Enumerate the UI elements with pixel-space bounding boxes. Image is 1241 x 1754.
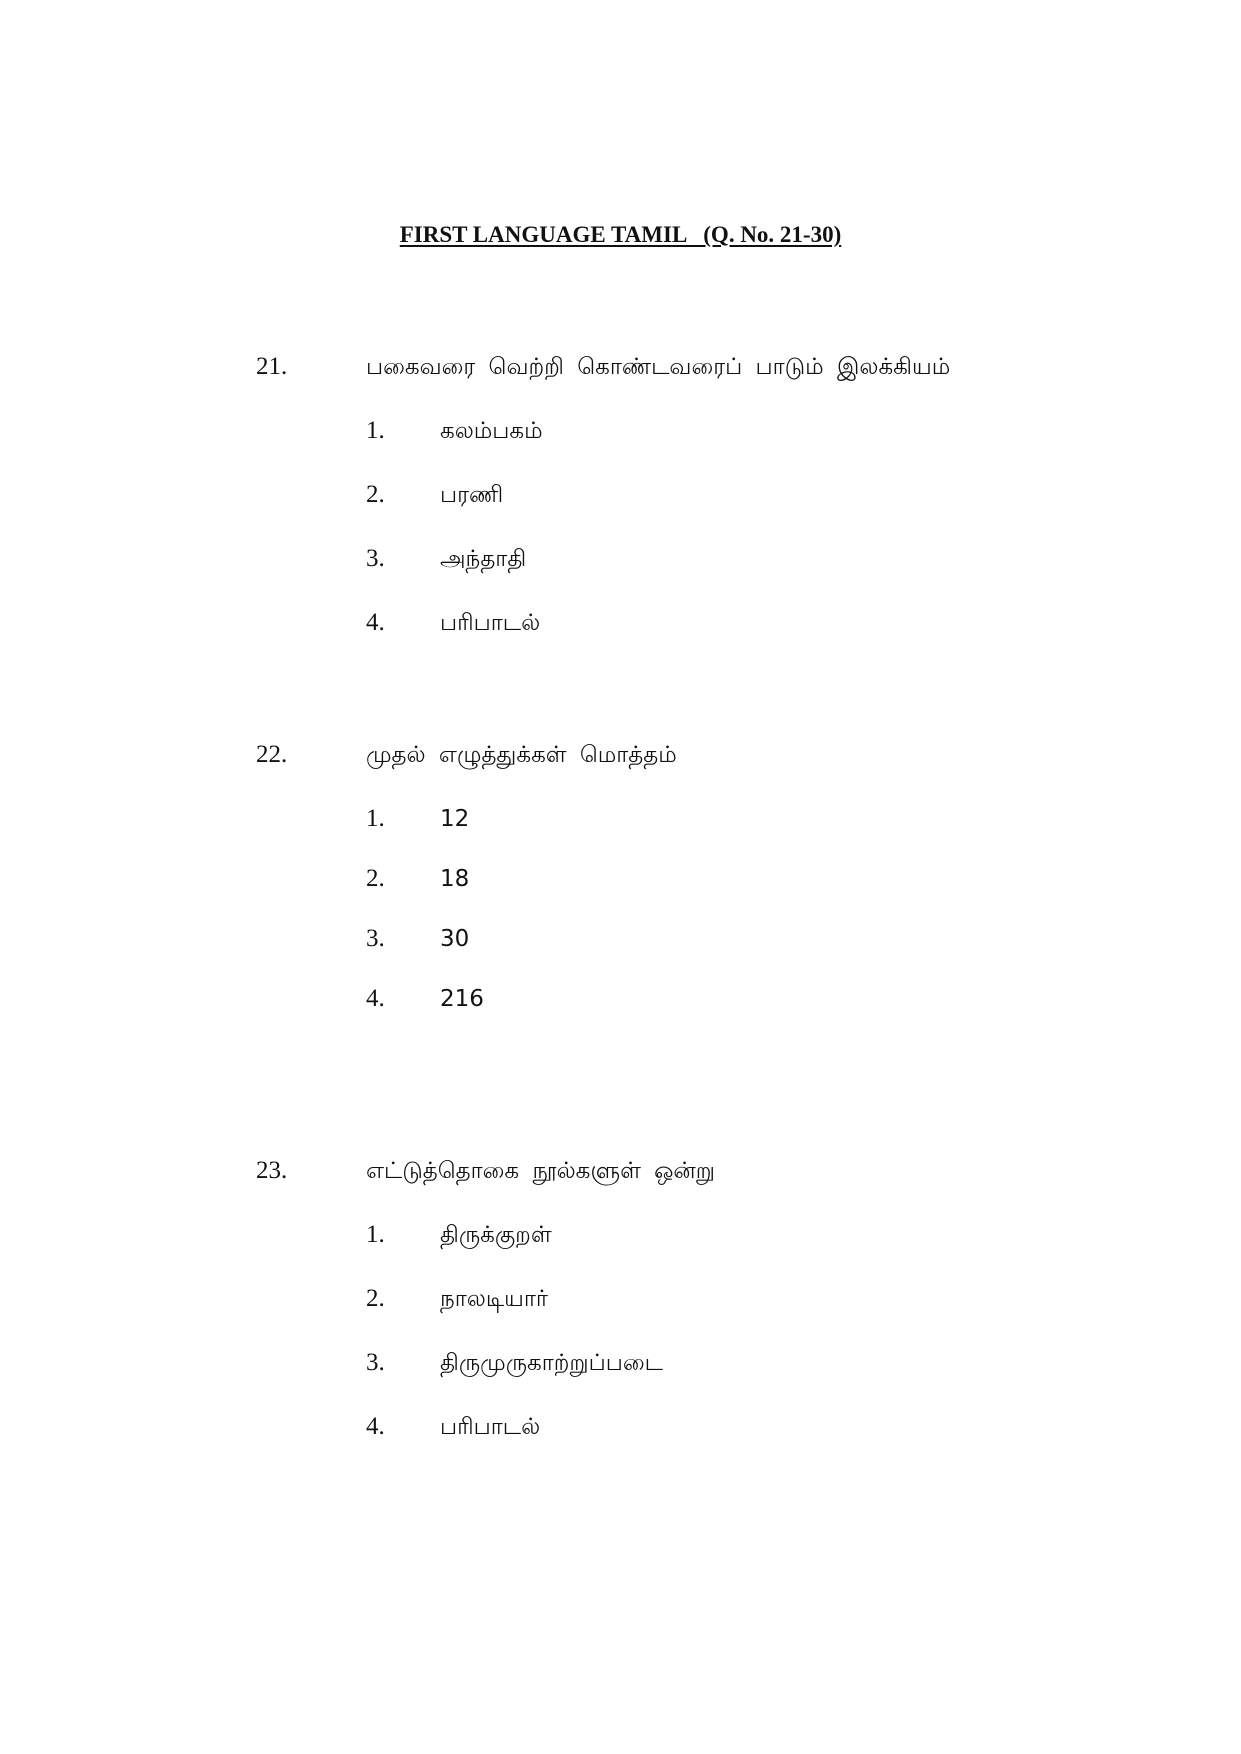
option-text: 18 — [440, 866, 470, 892]
option-text: திருக்குறள் — [440, 1222, 552, 1248]
option-number: 2. — [366, 1285, 385, 1312]
option-text: அந்தாதி — [440, 546, 527, 572]
option-text: 216 — [440, 986, 484, 1012]
question-21-option-2 — [0, 480, 1241, 510]
question-23-option-4 — [0, 1412, 1241, 1442]
option-number: 4. — [366, 609, 385, 636]
option-text: திருமுருகாற்றுப்படை — [440, 1350, 663, 1376]
question-21-option-1 — [0, 416, 1241, 446]
page-title: FIRST LANGUAGE TAMIL (Q. No. 21-30) — [399, 222, 842, 247]
question-number: 21. — [256, 353, 288, 380]
option-text: 30 — [440, 926, 470, 952]
option-number: 2. — [366, 865, 385, 892]
option-number: 4. — [366, 985, 385, 1012]
option-number: 3. — [366, 1349, 385, 1376]
option-number: 2. — [366, 481, 385, 508]
question-22-option-2 — [0, 864, 1241, 894]
option-number: 1. — [366, 805, 385, 832]
option-text: நாலடியார் — [440, 1286, 548, 1312]
question-23-option-3 — [0, 1348, 1241, 1378]
question-number: 22. — [256, 741, 288, 768]
option-text: பரணி — [440, 482, 504, 508]
question-text: முதல் எழுத்துக்கள் மொத்தம் — [366, 742, 677, 768]
option-number: 4. — [366, 1413, 385, 1440]
option-number: 3. — [366, 545, 385, 572]
question-text: எட்டுத்தொகை நூல்களுள் ஒன்று — [366, 1158, 715, 1184]
option-text: 12 — [440, 806, 470, 832]
question-21-option-4 — [0, 608, 1241, 638]
option-number: 3. — [366, 925, 385, 952]
question-21-option-3 — [0, 544, 1241, 574]
question-22-option-3 — [0, 924, 1241, 954]
question-22-option-4 — [0, 984, 1241, 1014]
question-22-option-1 — [0, 804, 1241, 834]
question-text: பகைவரை வெற்றி கொண்டவரைப் பாடும் இலக்கியம் — [366, 354, 951, 380]
option-text: பரிபாடல் — [440, 610, 541, 636]
question-23-option-2 — [0, 1284, 1241, 1314]
option-number: 1. — [366, 417, 385, 444]
option-text: பரிபாடல் — [440, 1414, 541, 1440]
option-text: கலம்பகம் — [440, 418, 543, 444]
question-number: 23. — [256, 1157, 288, 1184]
question-23-option-1 — [0, 1220, 1241, 1250]
option-number: 1. — [366, 1221, 385, 1248]
